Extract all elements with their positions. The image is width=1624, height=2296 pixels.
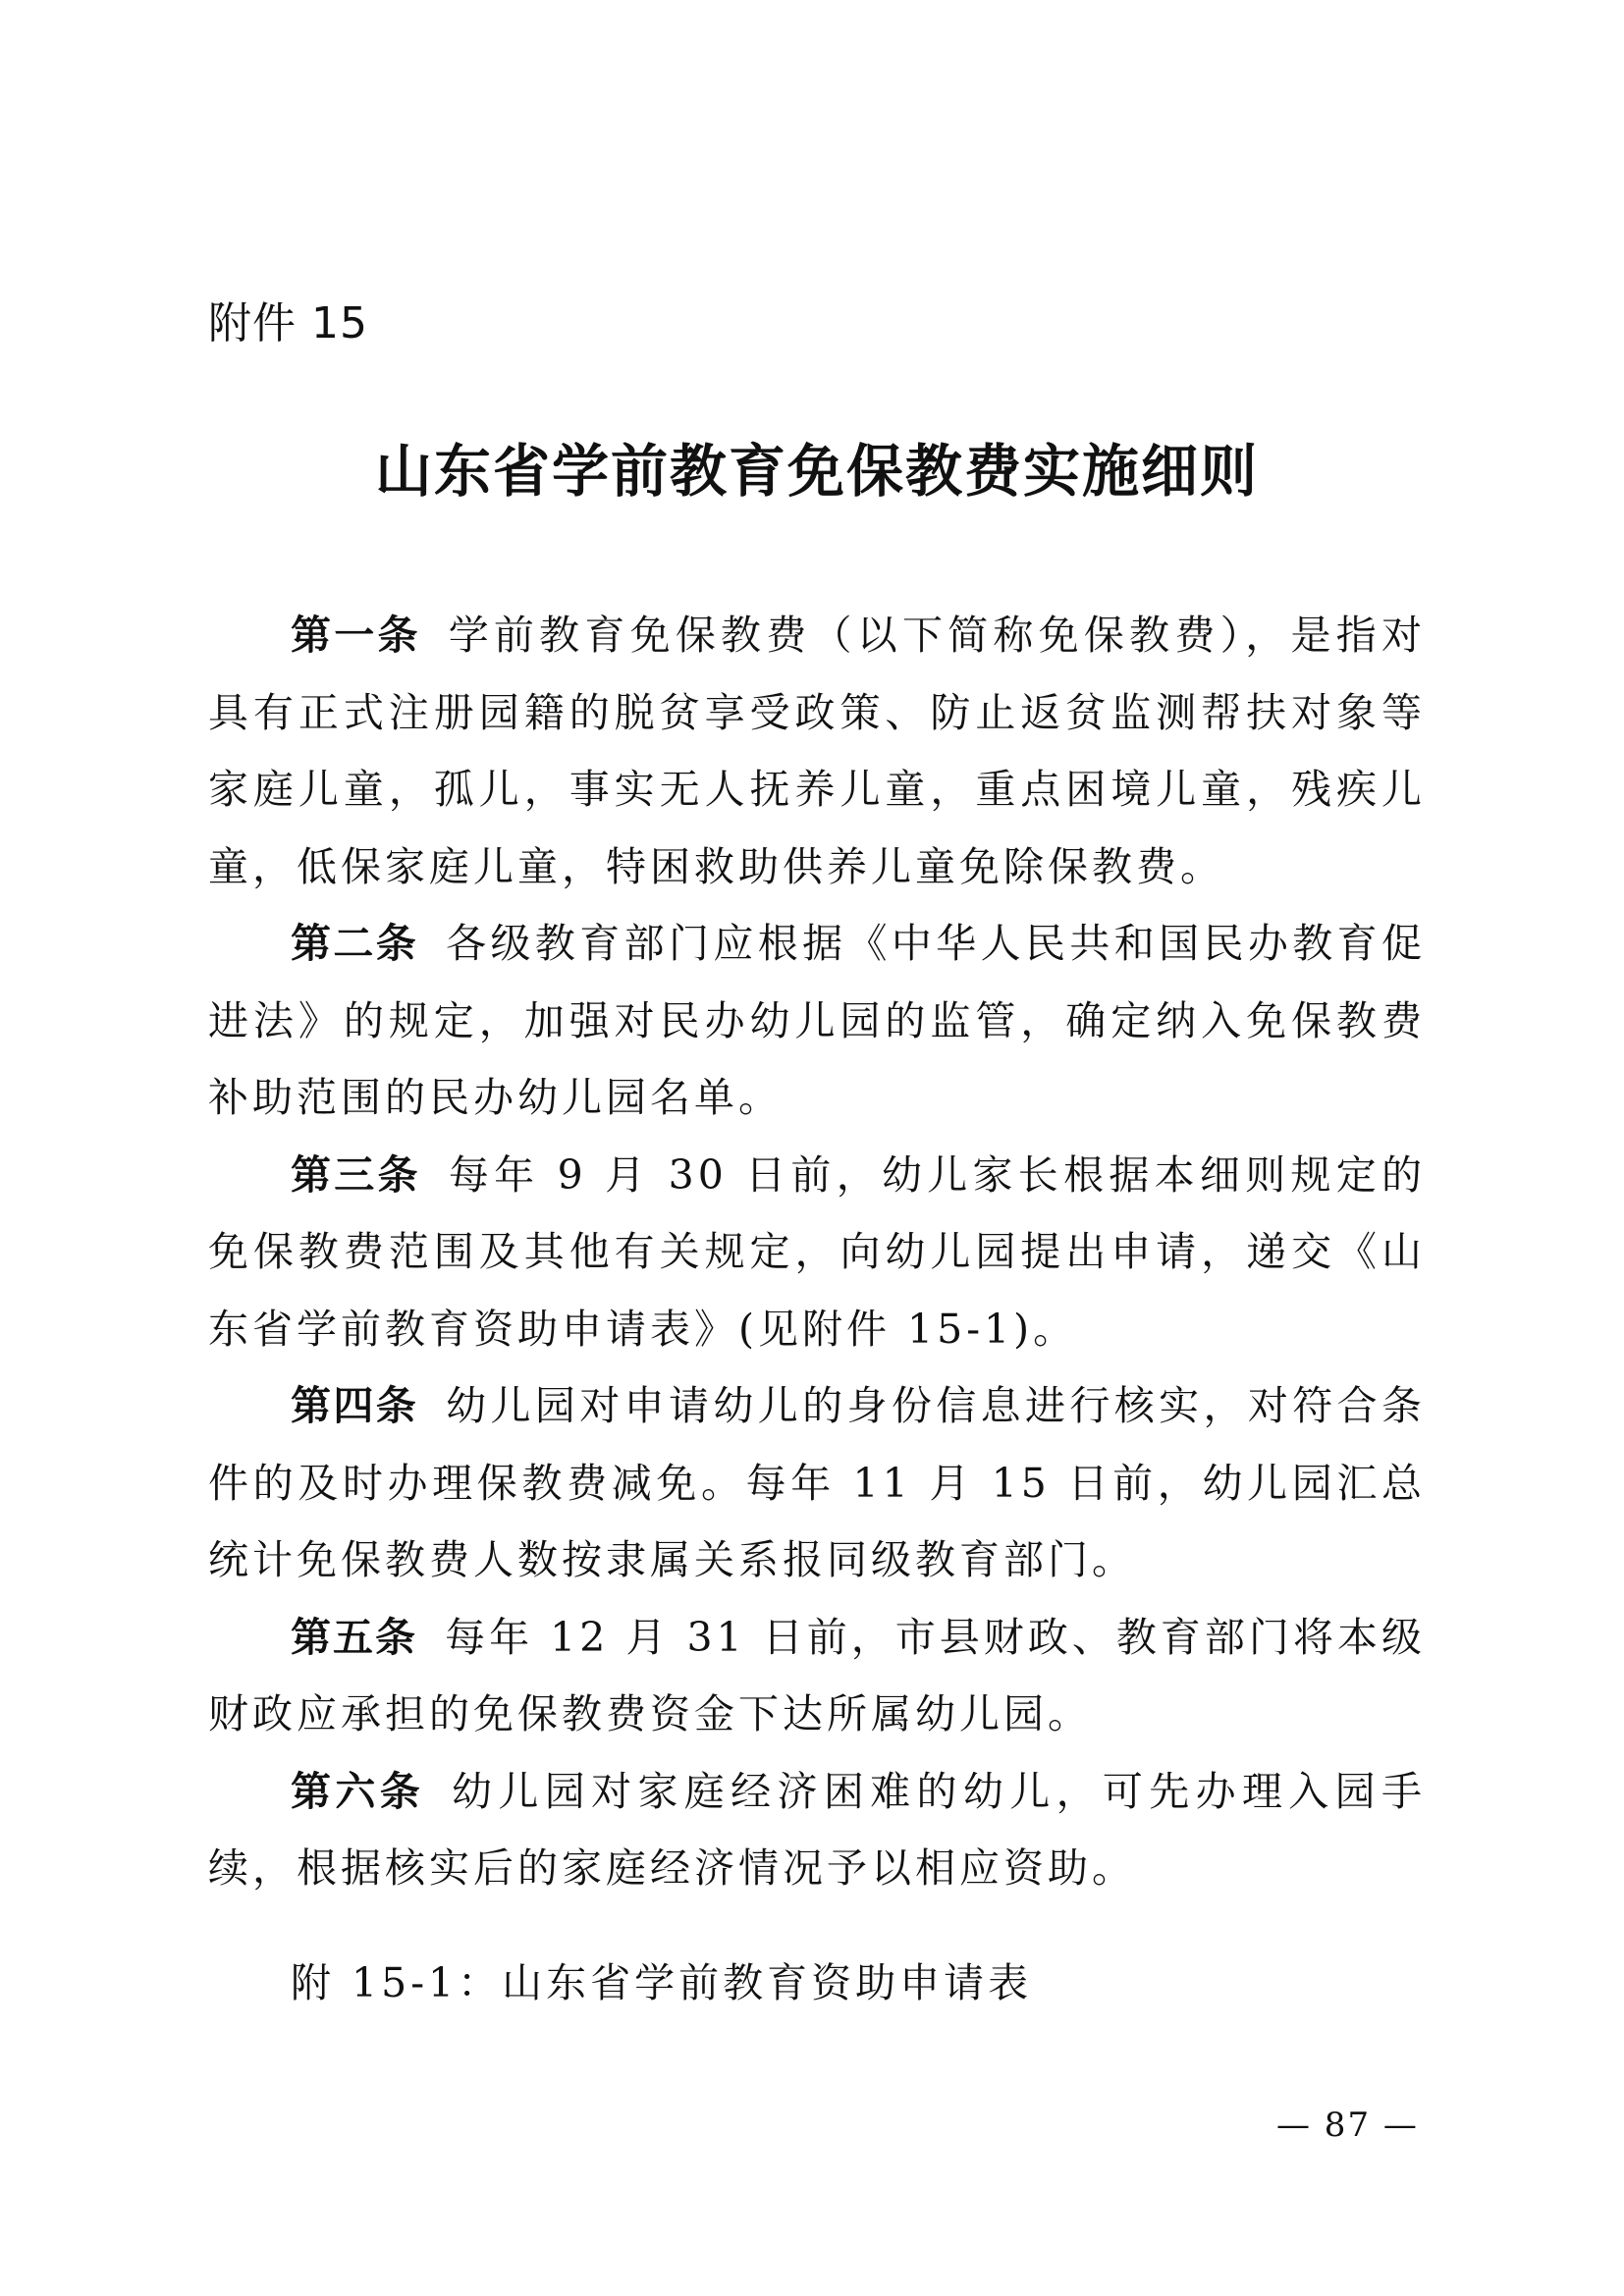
article-5 <box>208 1599 1426 1753</box>
document-title: 山东省学前教育免保教费实施细则 <box>374 438 1259 505</box>
article-text: 幼儿园对申请幼儿的身份信息进行核实，对符合条件的及时办理保教费减免。每年 11 月 15 日前，幼儿园汇总统计免保教费人数按隶属关系报同级教育部门。 <box>208 1382 1426 1583</box>
article-number: 第三条 <box>291 1150 421 1199</box>
attachment-label: 附件 15 <box>208 298 368 348</box>
document-body <box>208 597 1426 1907</box>
article-4 <box>208 1367 1426 1599</box>
appendix-reference: 附 15-1：山东省学前教育资助申请表 <box>291 1959 1033 2006</box>
article-number: 第一条 <box>291 612 421 659</box>
article-text: 每年 12 月 31 日前，市县财政、教育部门将本级财政应承担的免保教费资金下达所属幼儿园。 <box>208 1613 1427 1737</box>
article-number: 第五条 <box>291 1613 418 1661</box>
article-3 <box>208 1137 1426 1368</box>
article-1 <box>208 597 1426 905</box>
article-text: 学前教育免保教费（以下简称免保教费），是指对具有正式注册园籍的脱贫享受政策、防止返贫监测帮扶对象等家庭儿童，孤儿，事实无人抚养儿童，重点困境儿童，残疾儿童，低保家庭儿童，特困救助供养儿童免除保教费。 <box>208 612 1426 890</box>
article-text: 每年 9 月 30 日前，幼儿家长根据本细则规定的免保教费范围及其他有关规定，向幼儿园提出申请，递交《山东省学前教育资助申请表》(见附件 15-1)。 <box>208 1150 1426 1353</box>
article-number: 第四条 <box>291 1382 419 1429</box>
article-number: 第六条 <box>291 1767 425 1815</box>
article-text: 幼儿园对家庭经济困难的幼儿，可先办理入园手续，根据核实后的家庭经济情况予以相应资助。 <box>208 1767 1427 1892</box>
article-text: 各级教育部门应根据《中华人民共和国民办教育促进法》的规定，加强对民办幼儿园的监管，确定纳入免保教费补助范围的民办幼儿园名单。 <box>208 920 1426 1121</box>
page-number: — 87 — <box>1276 2106 1419 2145</box>
article-2 <box>208 905 1426 1137</box>
article-number: 第二条 <box>291 920 419 967</box>
article-6 <box>208 1753 1426 1907</box>
